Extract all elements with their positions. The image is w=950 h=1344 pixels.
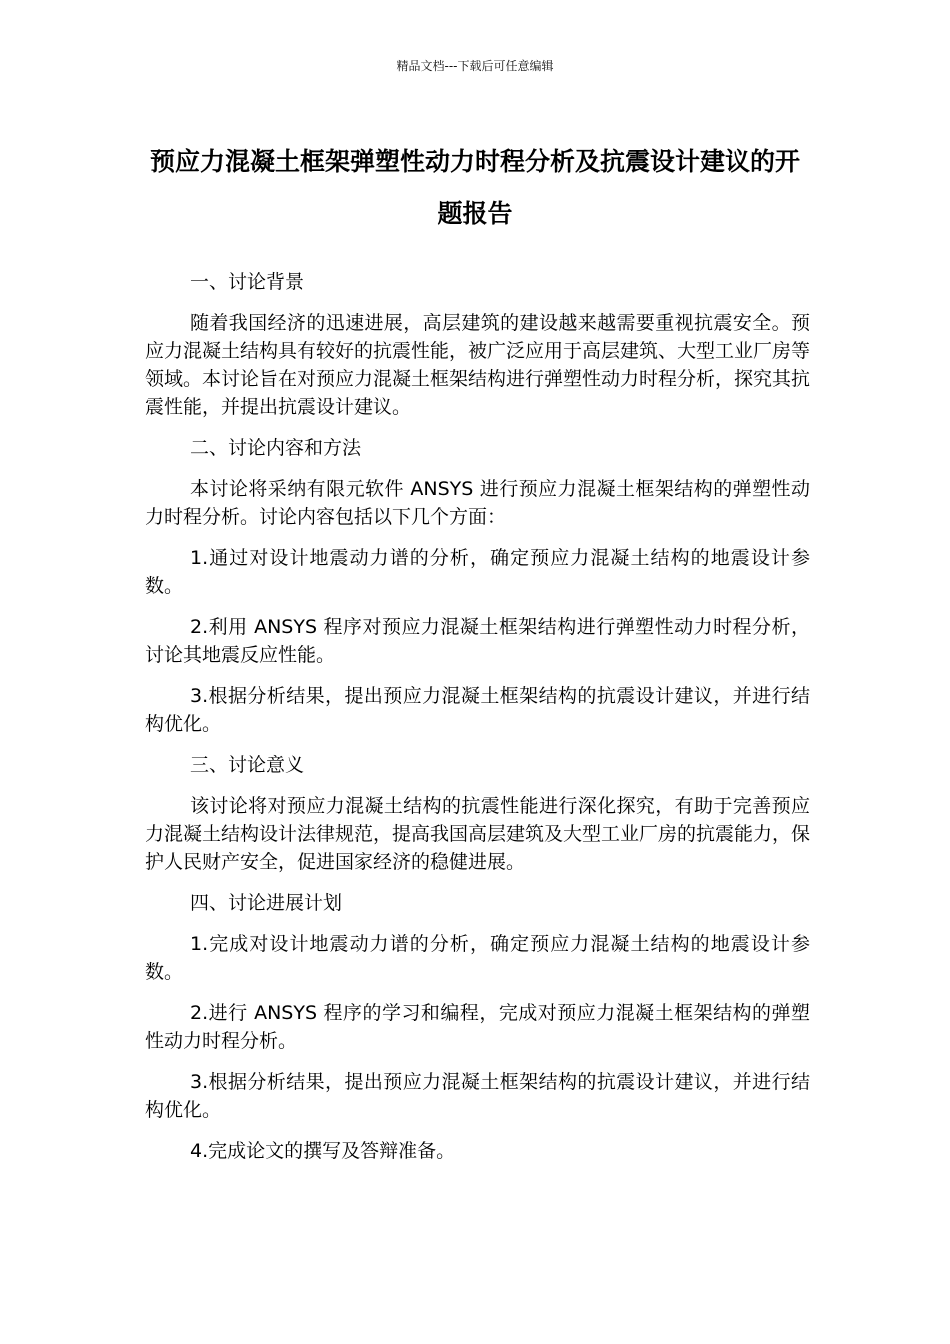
list-item: 1.完成对设计地震动力谱的分析，确定预应力混凝土结构的地震设计参数。 xyxy=(145,933,810,983)
list-item: 3.根据分析结果，提出预应力混凝土框架结构的抗震设计建议，并进行结构优化。 xyxy=(145,685,810,735)
section-heading-plan: 四、讨论进展计划 xyxy=(190,892,343,914)
paragraph-background: 随着我国经济的迅速进展，高层建筑的建设越来越需要重视抗震安全。预应力混凝土结构具有较好的抗震性能，被广泛应用于高层建筑、大型工业厂房等领域。本讨论旨在对预应力混凝土框架结构进行弹塑性动力时程分析，探究其抗震性能，并提出抗震设计建议。 xyxy=(145,312,811,418)
list-item: 1.通过对设计地震动力谱的分析，确定预应力混凝土结构的地震设计参数。 xyxy=(145,547,810,597)
section-heading-content-methods: 二、讨论内容和方法 xyxy=(190,437,362,459)
document-title: 预应力混凝土框架弹塑性动力时程分析及抗震设计建议的开题报告 xyxy=(149,147,800,228)
section-heading-background: 一、讨论背景 xyxy=(190,271,305,293)
list-item: 2.利用 ANSYS 程序对预应力混凝土框架结构进行弹塑性动力时程分析，讨论其地震反应性能。 xyxy=(145,616,810,666)
list-item: 4.完成论文的撰写及答辩准备。 xyxy=(190,1140,456,1162)
document-body xyxy=(145,268,810,1178)
paragraph-significance: 该讨论将对预应力混凝土结构的抗震性能进行深化探究，有助于完善预应力混凝土结构设计法律规范，提高我国高层建筑及大型工业厂房的抗震能力，保护人民财产安全，促进国家经济的稳健进展。 xyxy=(145,795,811,873)
header-note: 精品文档---下载后可任意编辑 xyxy=(396,59,554,73)
section-heading-significance: 三、讨论意义 xyxy=(190,754,305,776)
list-item: 3.根据分析结果，提出预应力混凝土框架结构的抗震设计建议，并进行结构优化。 xyxy=(145,1071,810,1121)
list-item: 2.进行 ANSYS 程序的学习和编程，完成对预应力混凝土框架结构的弹塑性动力时程分析。 xyxy=(145,1002,810,1052)
paragraph-content-intro: 本讨论将采纳有限元软件 ANSYS 进行预应力混凝土框架结构的弹塑性动力时程分析。讨论内容包括以下几个方面： xyxy=(145,478,810,528)
